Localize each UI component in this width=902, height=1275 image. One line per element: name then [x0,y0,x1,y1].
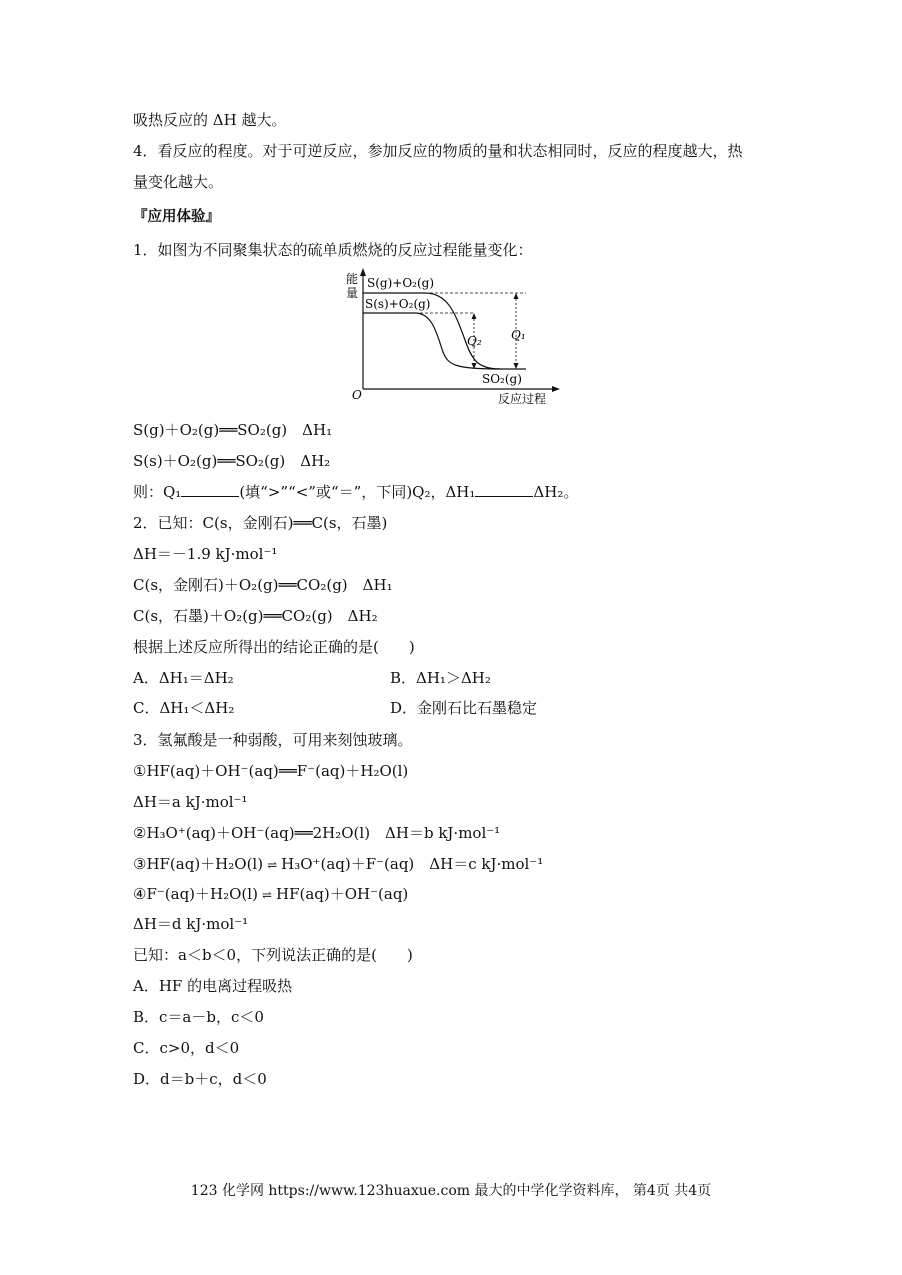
reaction-3-left: ③HF(aq)＋H₂O(l) [133,855,264,873]
label-q1: Q₁ [511,328,526,342]
x-axis-arrow [552,386,560,392]
question-2-eq2: C(s，石墨)＋O₂(g)══CO₂(g) ΔH₂ [133,607,378,625]
reaction-4-dh: ΔH＝d kJ·mol⁻¹ [133,915,249,933]
reaction-4 [133,884,408,905]
text-line-3: 量变化越大。 [133,173,224,191]
answer-blank-2[interactable] [475,482,533,497]
fill-part-c: ΔH₂。 [533,483,579,501]
reaction-1: ①HF(aq)＋OH⁻(aq)══F⁻(aq)＋H₂O(l) [133,762,409,780]
q2-arrow-head-up [472,313,477,319]
option-c[interactable]: C．ΔH₁＜ΔH₂ [133,699,235,717]
question-2-prompt: 根据上述反应所得出的结论正确的是( ) [133,638,415,656]
reaction-3 [133,854,543,875]
question-2-dh: ΔH＝－1.9 kJ·mol⁻¹ [133,545,278,563]
reaction-1-dh: ΔH＝a kJ·mol⁻¹ [133,793,248,811]
y-label-1: 能 [346,272,359,286]
q3-option-a[interactable]: A．HF 的电离过程吸热 [133,977,293,995]
q3-option-c[interactable]: C．c>0，d＜0 [133,1039,240,1057]
fill-part-b: (填“>”“<”或“＝”，下同)Q₂，ΔH₁ [239,483,476,501]
label-top-level: S(g)+O₂(g) [367,276,435,290]
label-bottom-level: SO₂(g) [482,372,522,386]
equilibrium-arrow-icon: ⇌ [267,858,278,872]
text-line-2: 4．看反应的程度。对于可逆反应，参加反应的物质的量和状态相同时，反应的程度越大，热 [133,142,743,160]
reaction-4-right: HF(aq)＋OH⁻(aq) [275,885,409,903]
energy-diagram [330,265,570,410]
option-b[interactable]: B．ΔH₁＞ΔH₂ [390,669,491,687]
q1-arrow-head-down [514,363,519,369]
question-3-stem: 3．氢氟酸是一种弱酸，可用来刻蚀玻璃。 [133,731,413,749]
section-heading: 『应用体验』 [133,209,220,225]
question-2-options-ab [133,668,234,688]
text-line-1: 吸热反应的 ΔH 越大。 [133,111,287,129]
curve-solid [363,313,526,369]
y-axis-arrow [360,268,366,276]
y-label-2: 量 [346,286,359,300]
equilibrium-arrow-icon: ⇌ [261,888,272,902]
option-a[interactable]: A．ΔH₁＝ΔH₂ [133,669,234,687]
label-q2: Q₂ [467,334,482,348]
question-1-fill [133,482,578,502]
reaction-3-right: H₃O⁺(aq)＋F⁻(aq) ΔH＝c kJ·mol⁻¹ [281,855,544,873]
question-2-stem: 2．已知：C(s，金刚石)══C(s，石墨) [133,514,388,532]
question-1-stem: 1．如图为不同聚集状态的硫单质燃烧的反应过程能量变化： [133,241,533,259]
label-mid-level: S(s)+O₂(g) [365,297,431,311]
answer-blank-1[interactable] [181,482,239,497]
q1-arrow-head-up [514,293,519,299]
x-axis-label: 反应过程 [498,392,547,406]
page-footer: 123 化学网 https://www.123huaxue.com 最大的中学化学资料库， 第4页 共4页 [190,1183,712,1199]
q3-option-d[interactable]: D．d＝b＋c，d＜0 [133,1070,267,1088]
origin-label: O [352,388,362,402]
reaction-4-left: ④F⁻(aq)＋H₂O(l) [133,885,258,903]
equation-1: S(g)＋O₂(g)══SO₂(g) ΔH₁ [133,421,333,439]
reaction-2: ②H₃O⁺(aq)＋OH⁻(aq)══2H₂O(l) ΔH＝b kJ·mol⁻¹ [133,824,501,842]
question-3-prompt: 已知：a＜b＜0，下列说法正确的是( ) [133,946,413,964]
fill-part-a: 则：Q₁ [133,483,182,501]
question-2-eq1: C(s，金刚石)＋O₂(g)══CO₂(g) ΔH₁ [133,576,393,594]
q3-option-b[interactable]: B．c＝a－b，c＜0 [133,1008,264,1026]
option-d[interactable]: D．金刚石比石墨稳定 [390,699,538,717]
equation-2: S(s)＋O₂(g)══SO₂(g) ΔH₂ [133,452,331,470]
